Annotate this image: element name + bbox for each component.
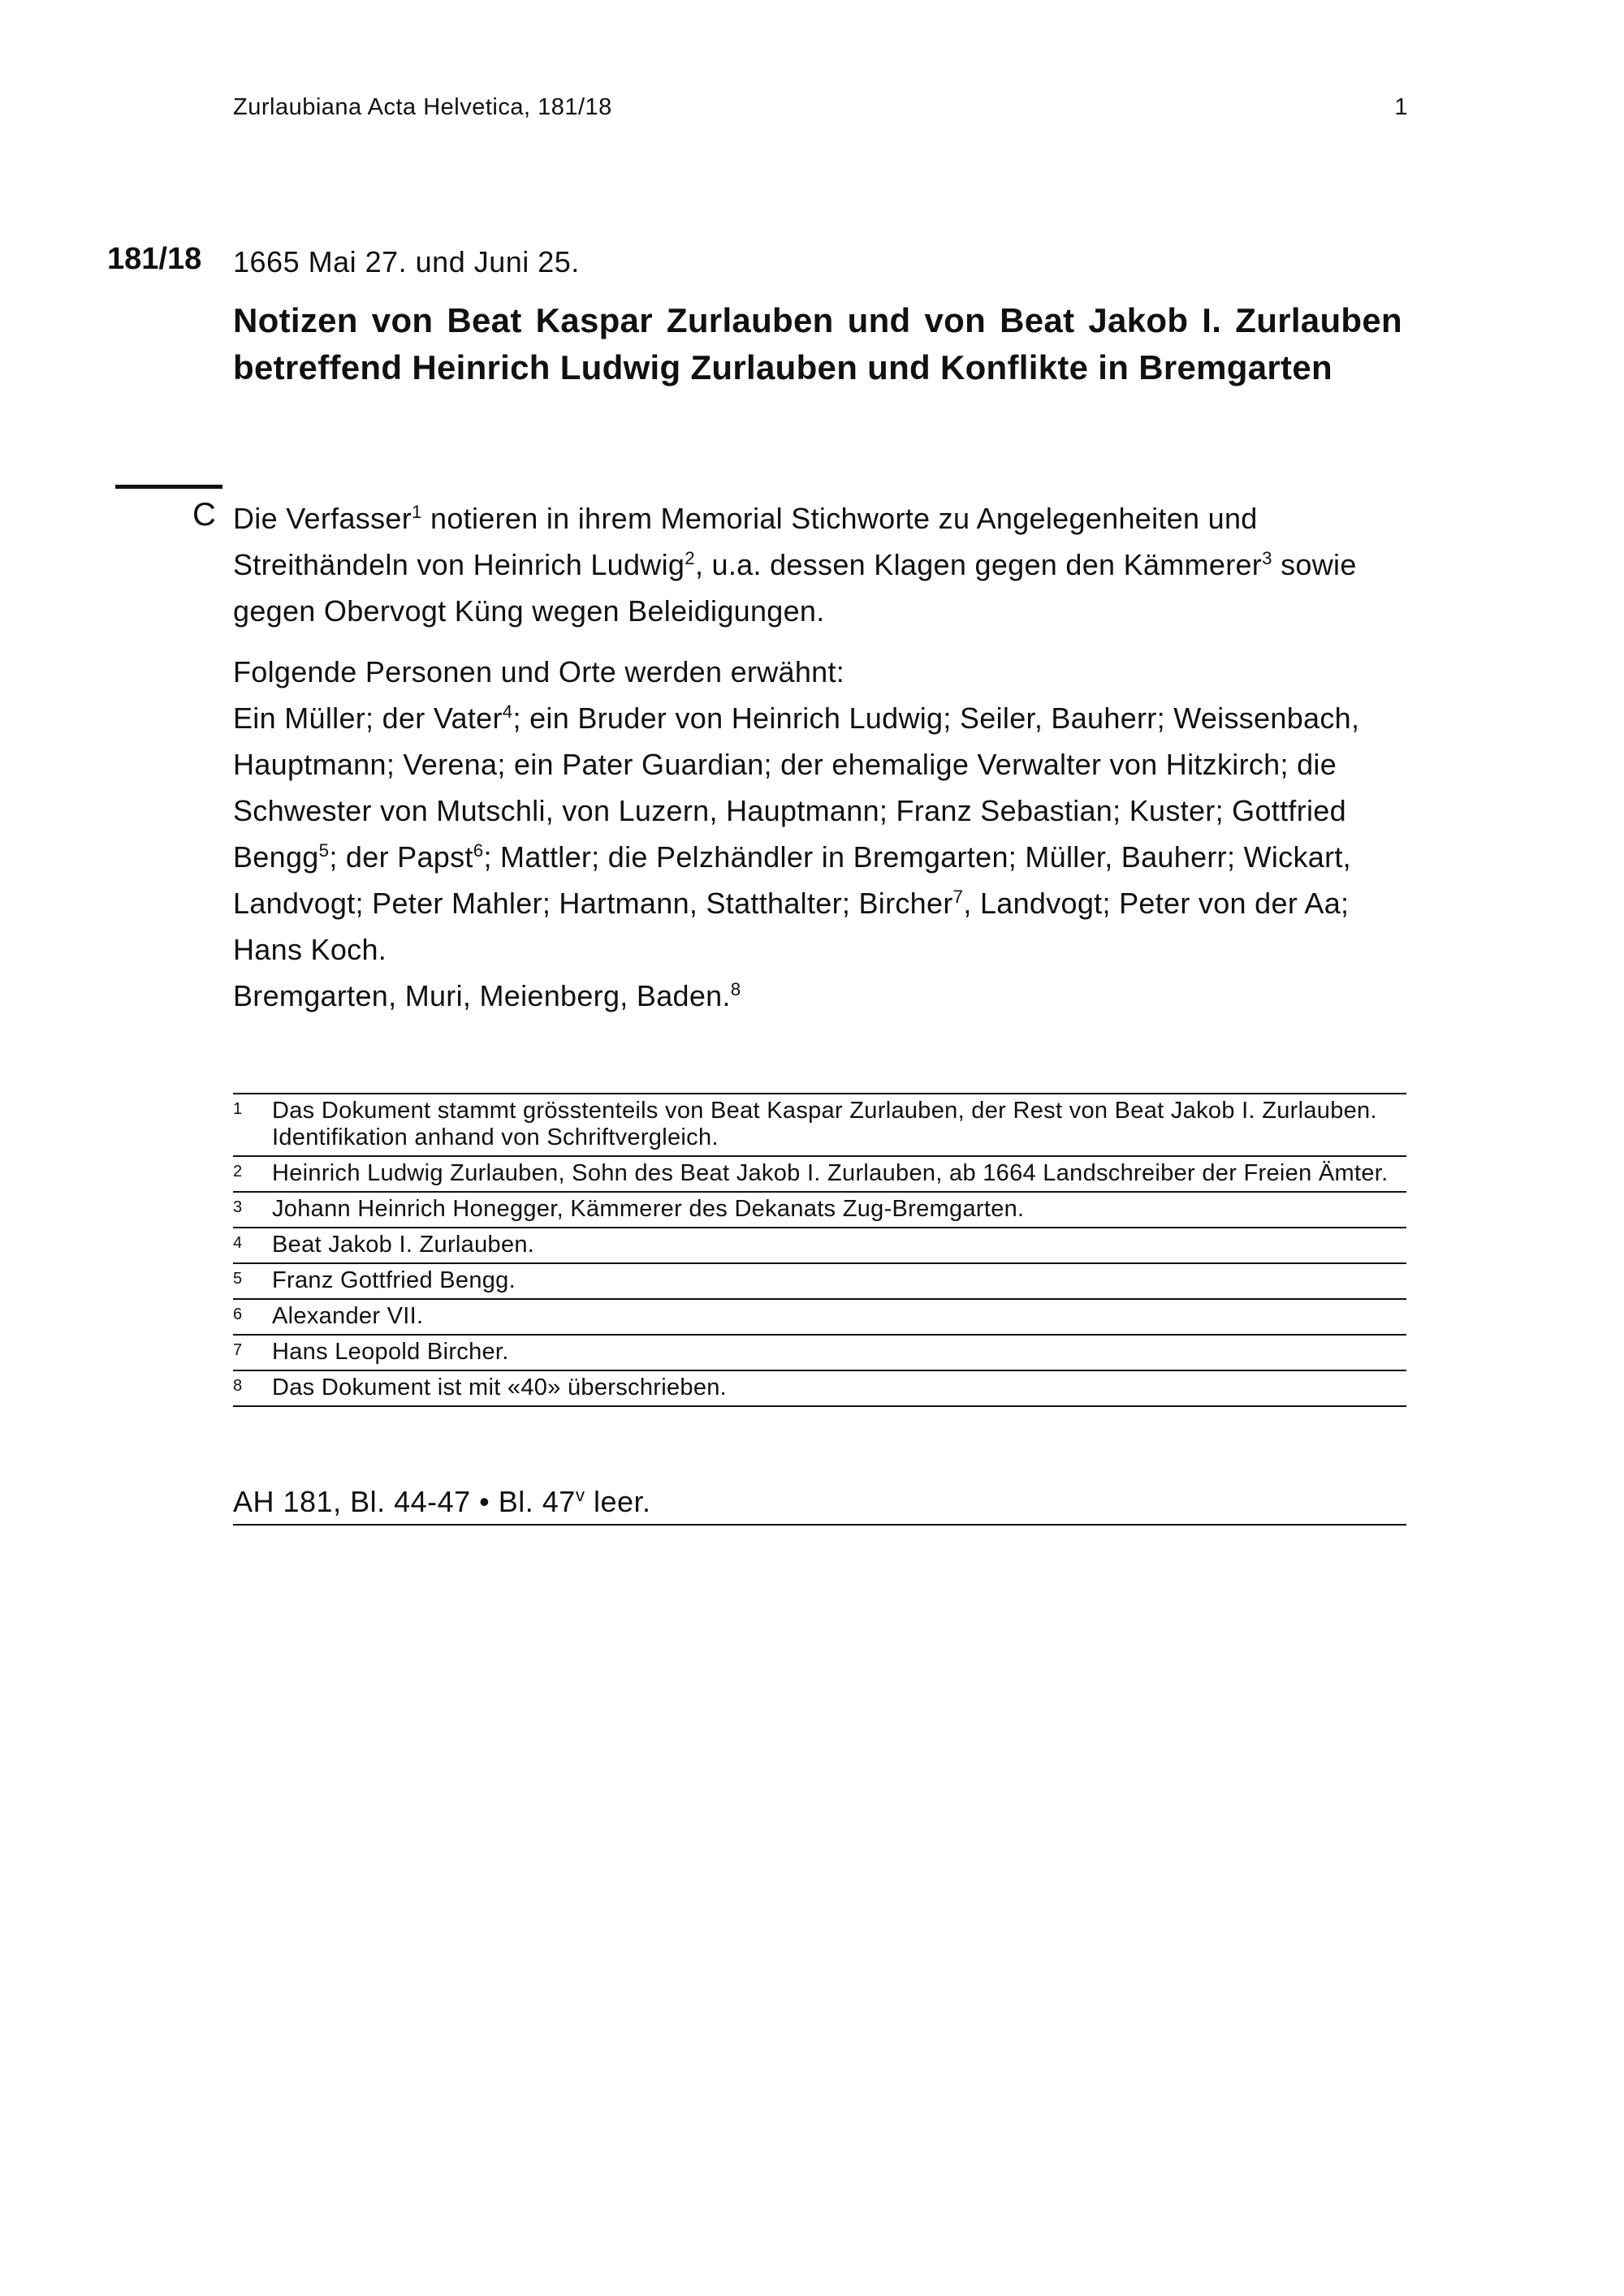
footnote bbox=[233, 1371, 1406, 1407]
persons-text: ; der Papst bbox=[329, 840, 473, 874]
abstract-paragraph bbox=[233, 495, 1408, 634]
abstract bbox=[233, 495, 1408, 1019]
places-list bbox=[233, 973, 1408, 1019]
entry-number: 181/18 bbox=[107, 242, 202, 276]
footnote-ref[interactable]: 8 bbox=[730, 979, 741, 999]
footnote-ref[interactable]: 6 bbox=[473, 840, 484, 861]
abstract-text: , u.a. dessen Klagen gegen den Kämmerer bbox=[694, 548, 1263, 581]
running-head-title: Zurlaubiana Acta Helvetica, 181/18 bbox=[233, 94, 612, 120]
footnote bbox=[233, 1157, 1406, 1193]
entry-title: Notizen von Beat Kaspar Zurlauben und von Beat Jakob I. Zurlauben betreffend Heinrich Ludwig Zurlauben und Konflikte in Bremgarten bbox=[233, 301, 1402, 386]
entry-date: 1665 Mai 27. und Juni 25. bbox=[233, 245, 580, 278]
source-superscript: v bbox=[575, 1485, 585, 1505]
footnote bbox=[233, 1264, 1406, 1300]
footnote-number: 3 bbox=[233, 1198, 243, 1216]
footnotes bbox=[233, 1093, 1406, 1407]
footnote-number: 8 bbox=[233, 1377, 243, 1395]
persons-text: ; Mattler; die Pelzhändler in Bremgarten; Müller, Bauherr; Wickart, Landvogt; Peter Mahler; Hartmann, Statthalter; Bircher bbox=[233, 840, 1351, 920]
footnote-number: 1 bbox=[233, 1100, 243, 1118]
persons-text: Ein Müller; der Vater bbox=[233, 701, 503, 735]
persons-text: ; ein Bruder von Heinrich Ludwig; Seiler, Bauherr; Weissenbach, Hauptmann; Verena; ein Pater Guardian; der ehemalige Verwalter von Hitzkirch; die Schwester von Mutschli, von Luzern, Hauptmann; Franz Sebastian; Kuster; Gottfried Bengg bbox=[233, 701, 1360, 874]
footnote-number: 6 bbox=[233, 1306, 243, 1323]
abstract-text: notieren in ihrem Memorial Stichworte zu Angelegenheiten und Streithändeln von Heinrich Ludwig bbox=[233, 502, 1258, 581]
footnote-text: Heinrich Ludwig Zurlauben, Sohn des Beat Jakob I. Zurlauben, ab 1664 Landschreiber der Freien Ämter. bbox=[272, 1160, 1389, 1186]
footnote-number: 4 bbox=[233, 1234, 243, 1252]
footnote-text: Das Dokument stammt grösstenteils von Beat Kaspar Zurlauben, der Rest von Beat Jakob I. Zurlauben. Identifikation anhand von Schriftvergleich. bbox=[272, 1098, 1377, 1150]
page-number: 1 bbox=[1394, 94, 1408, 120]
footnote bbox=[233, 1300, 1406, 1336]
footnote-ref[interactable]: 5 bbox=[318, 840, 330, 861]
footnote-text: Franz Gottfried Bengg. bbox=[272, 1267, 516, 1293]
places-text: Bremgarten, Muri, Meienberg, Baden. bbox=[233, 979, 731, 1012]
persons-intro: Folgende Personen und Orte werden erwähnt: bbox=[233, 655, 845, 688]
persons-text: , Landvogt; Peter von der Aa; Hans Koch. bbox=[233, 887, 1350, 966]
abstract-text: sowie gegen Obervogt Küng wegen Beleidigungen. bbox=[233, 548, 1357, 628]
footnote bbox=[233, 1336, 1406, 1371]
margin-rule bbox=[115, 485, 222, 489]
footnote bbox=[233, 1193, 1406, 1228]
persons-list bbox=[233, 695, 1408, 973]
footnote bbox=[233, 1094, 1406, 1157]
source-text-end: leer. bbox=[585, 1485, 651, 1518]
footnote-ref[interactable]: 2 bbox=[685, 548, 695, 568]
footnote-ref[interactable]: 4 bbox=[502, 701, 513, 722]
footnote-text: Johann Heinrich Honegger, Kämmerer des Dekanats Zug-Bremgarten. bbox=[272, 1196, 1025, 1222]
footnote-ref[interactable]: 7 bbox=[952, 887, 964, 907]
footnote-text: Hans Leopold Bircher. bbox=[272, 1339, 509, 1365]
footnote-number: 7 bbox=[233, 1341, 243, 1359]
footnote-number: 2 bbox=[233, 1163, 243, 1180]
footnote-ref[interactable]: 3 bbox=[1262, 548, 1272, 568]
source-text: AH 181, Bl. 44-47 • Bl. 47 bbox=[233, 1485, 576, 1518]
abstract-text: Die Verfasser bbox=[233, 502, 412, 535]
source-line bbox=[233, 1485, 1406, 1526]
footnote-number: 5 bbox=[233, 1270, 243, 1288]
footnote-text: Das Dokument ist mit «40» überschrieben. bbox=[272, 1375, 728, 1400]
footnote-text: Beat Jakob I. Zurlauben. bbox=[272, 1232, 535, 1258]
footnote-ref[interactable]: 1 bbox=[412, 502, 422, 522]
margin-marker: C bbox=[192, 497, 216, 533]
footnote-text: Alexander VII. bbox=[272, 1303, 424, 1329]
footnote bbox=[233, 1228, 1406, 1264]
